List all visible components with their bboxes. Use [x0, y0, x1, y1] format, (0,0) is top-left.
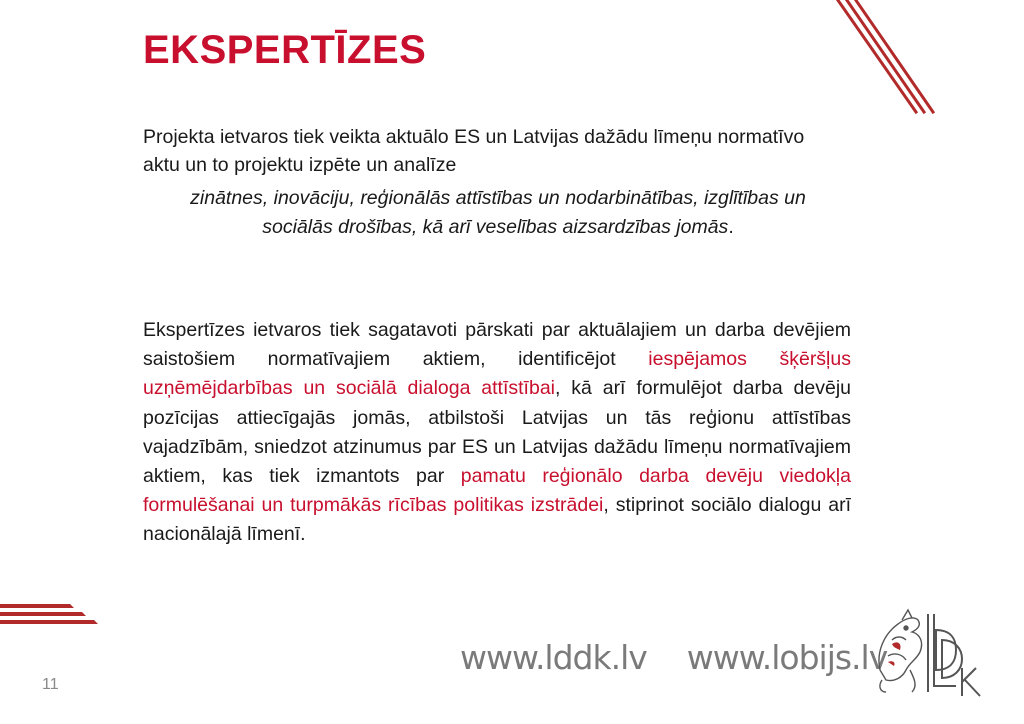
lobijs-link[interactable]: www.lobijs.lv [686, 638, 888, 677]
italic-topics-period: . [728, 216, 734, 238]
italic-topics-text [160, 184, 836, 242]
page-number: 11 [42, 676, 59, 693]
expertise-paragraph [143, 316, 851, 550]
lddk-link[interactable]: www.lddk.lv [460, 638, 647, 677]
left-stripes-decoration [0, 602, 100, 628]
highlight-obstacles: iespējamos šķēršļus uzņēmējdarbības un sociālā dialoga attīstībai [143, 348, 851, 400]
page-title: EKSPERTĪZES [143, 28, 427, 72]
lddk-logo-icon [872, 600, 992, 700]
italic-topics-list: zinātnes, inovāciju, reģionālās attīstības un nodarbinātības, izglītības un sociālās drošības, kā arī veselības aizsardzības jomās [190, 187, 806, 238]
paragraph-text-3: , stiprinot sociālo dialogu arī nacionālajā līmenī. [143, 494, 851, 546]
paragraph-text-2: , kā arī formulējot darba devēju pozīcijas attiecīgajās jomās, atbilstoši Latvijas un tās reģionu attīstības vajadzībām, sniedzot atzinumus par ES un Latvijas dažādu līmeņu normatīvajiem aktiem, kas tiek izmantots par [143, 377, 851, 488]
corner-stripes-decoration [830, 0, 940, 120]
footer-links [460, 638, 887, 677]
highlight-policy: pamatu reģionālo darba devēju viedokļa formulēšanai un turpmākās rīcības politikas izstrādei [143, 465, 851, 517]
paragraph-text-1: Ekspertīzes ietvaros tiek sagatavoti pārskati par aktuālajiem un darba devējiem saistošiem normatīvajiem aktiem, identificējot [143, 319, 851, 371]
intro-text: Projekta ietvaros tiek veikta aktuālo ES un Latvijas dažādu līmeņu normatīvo aktu un to projektu izpēte un analīze [143, 126, 805, 176]
